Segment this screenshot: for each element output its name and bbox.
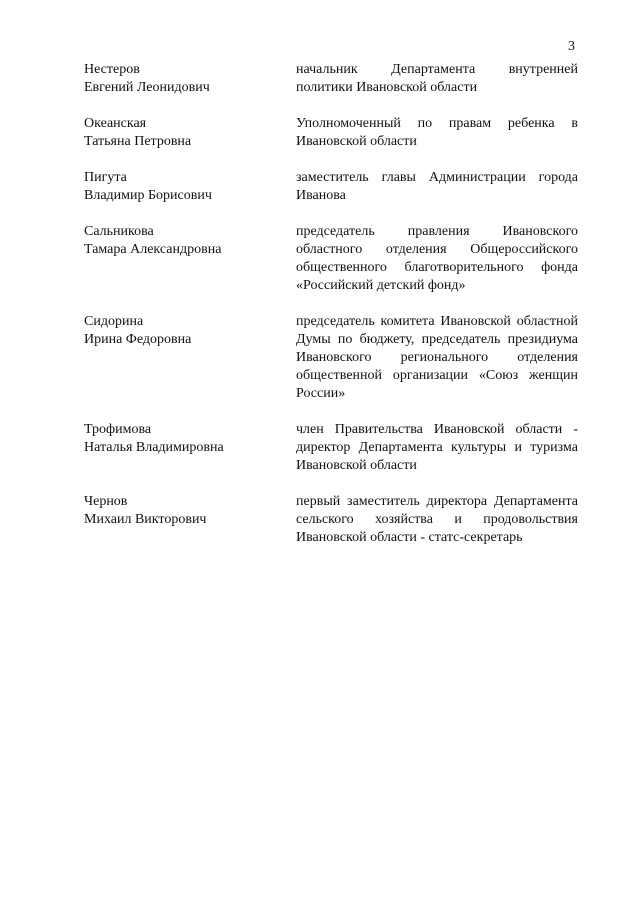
member-surname: Пигута	[84, 170, 127, 185]
member-position: Уполномоченный по правам ребенка в Ивановской области	[296, 116, 578, 149]
member-given-names: Евгений Леонидович	[84, 80, 210, 95]
member-name	[84, 493, 296, 529]
member-given-names: Ирина Федоровна	[84, 332, 192, 347]
member-surname: Трофимова	[84, 422, 152, 437]
member-name	[84, 223, 296, 259]
member-name	[84, 61, 296, 97]
member-entry	[84, 115, 578, 151]
member-given-names: Владимир Борисович	[84, 188, 212, 203]
member-surname: Нестеров	[84, 62, 140, 77]
member-position: заместитель главы Администрации города Иванова	[296, 170, 578, 203]
member-position: член Правительства Ивановской области - директор Департамента культуры и туризма Ивановской области	[296, 422, 578, 473]
member-entry	[84, 223, 578, 295]
member-surname: Сальникова	[84, 224, 154, 239]
member-position: председатель правления Ивановского областного отделения Общероссийского общественного благотворительного фонда «Российский детский фонд»	[296, 224, 578, 293]
member-name	[84, 421, 296, 457]
member-given-names: Тамара Александровна	[84, 242, 222, 257]
member-entry	[84, 313, 578, 403]
member-given-names: Татьяна Петровна	[84, 134, 192, 149]
member-surname: Сидорина	[84, 314, 144, 329]
member-entry	[84, 61, 578, 97]
member-entry	[84, 493, 578, 547]
member-entry	[84, 169, 578, 205]
member-surname: Чернов	[84, 494, 128, 509]
member-entry	[84, 421, 578, 475]
member-given-names: Михаил Викторович	[84, 512, 207, 527]
page-number: 3	[568, 39, 575, 54]
member-name	[84, 169, 296, 205]
member-name	[84, 115, 296, 151]
member-position: начальник Департамента внутренней политики Ивановской области	[296, 62, 578, 95]
member-name	[84, 313, 296, 349]
member-position: председатель комитета Ивановской областной Думы по бюджету, председатель президиума Ивановского регионального отделения общественной организации «Союз женщин России»	[296, 314, 578, 401]
member-list	[84, 61, 578, 547]
member-position: первый заместитель директора Департамента сельского хозяйства и продовольствия Ивановской области - статс-секретарь	[296, 494, 578, 545]
member-given-names: Наталья Владимировна	[84, 440, 224, 455]
member-surname: Океанская	[84, 116, 147, 131]
